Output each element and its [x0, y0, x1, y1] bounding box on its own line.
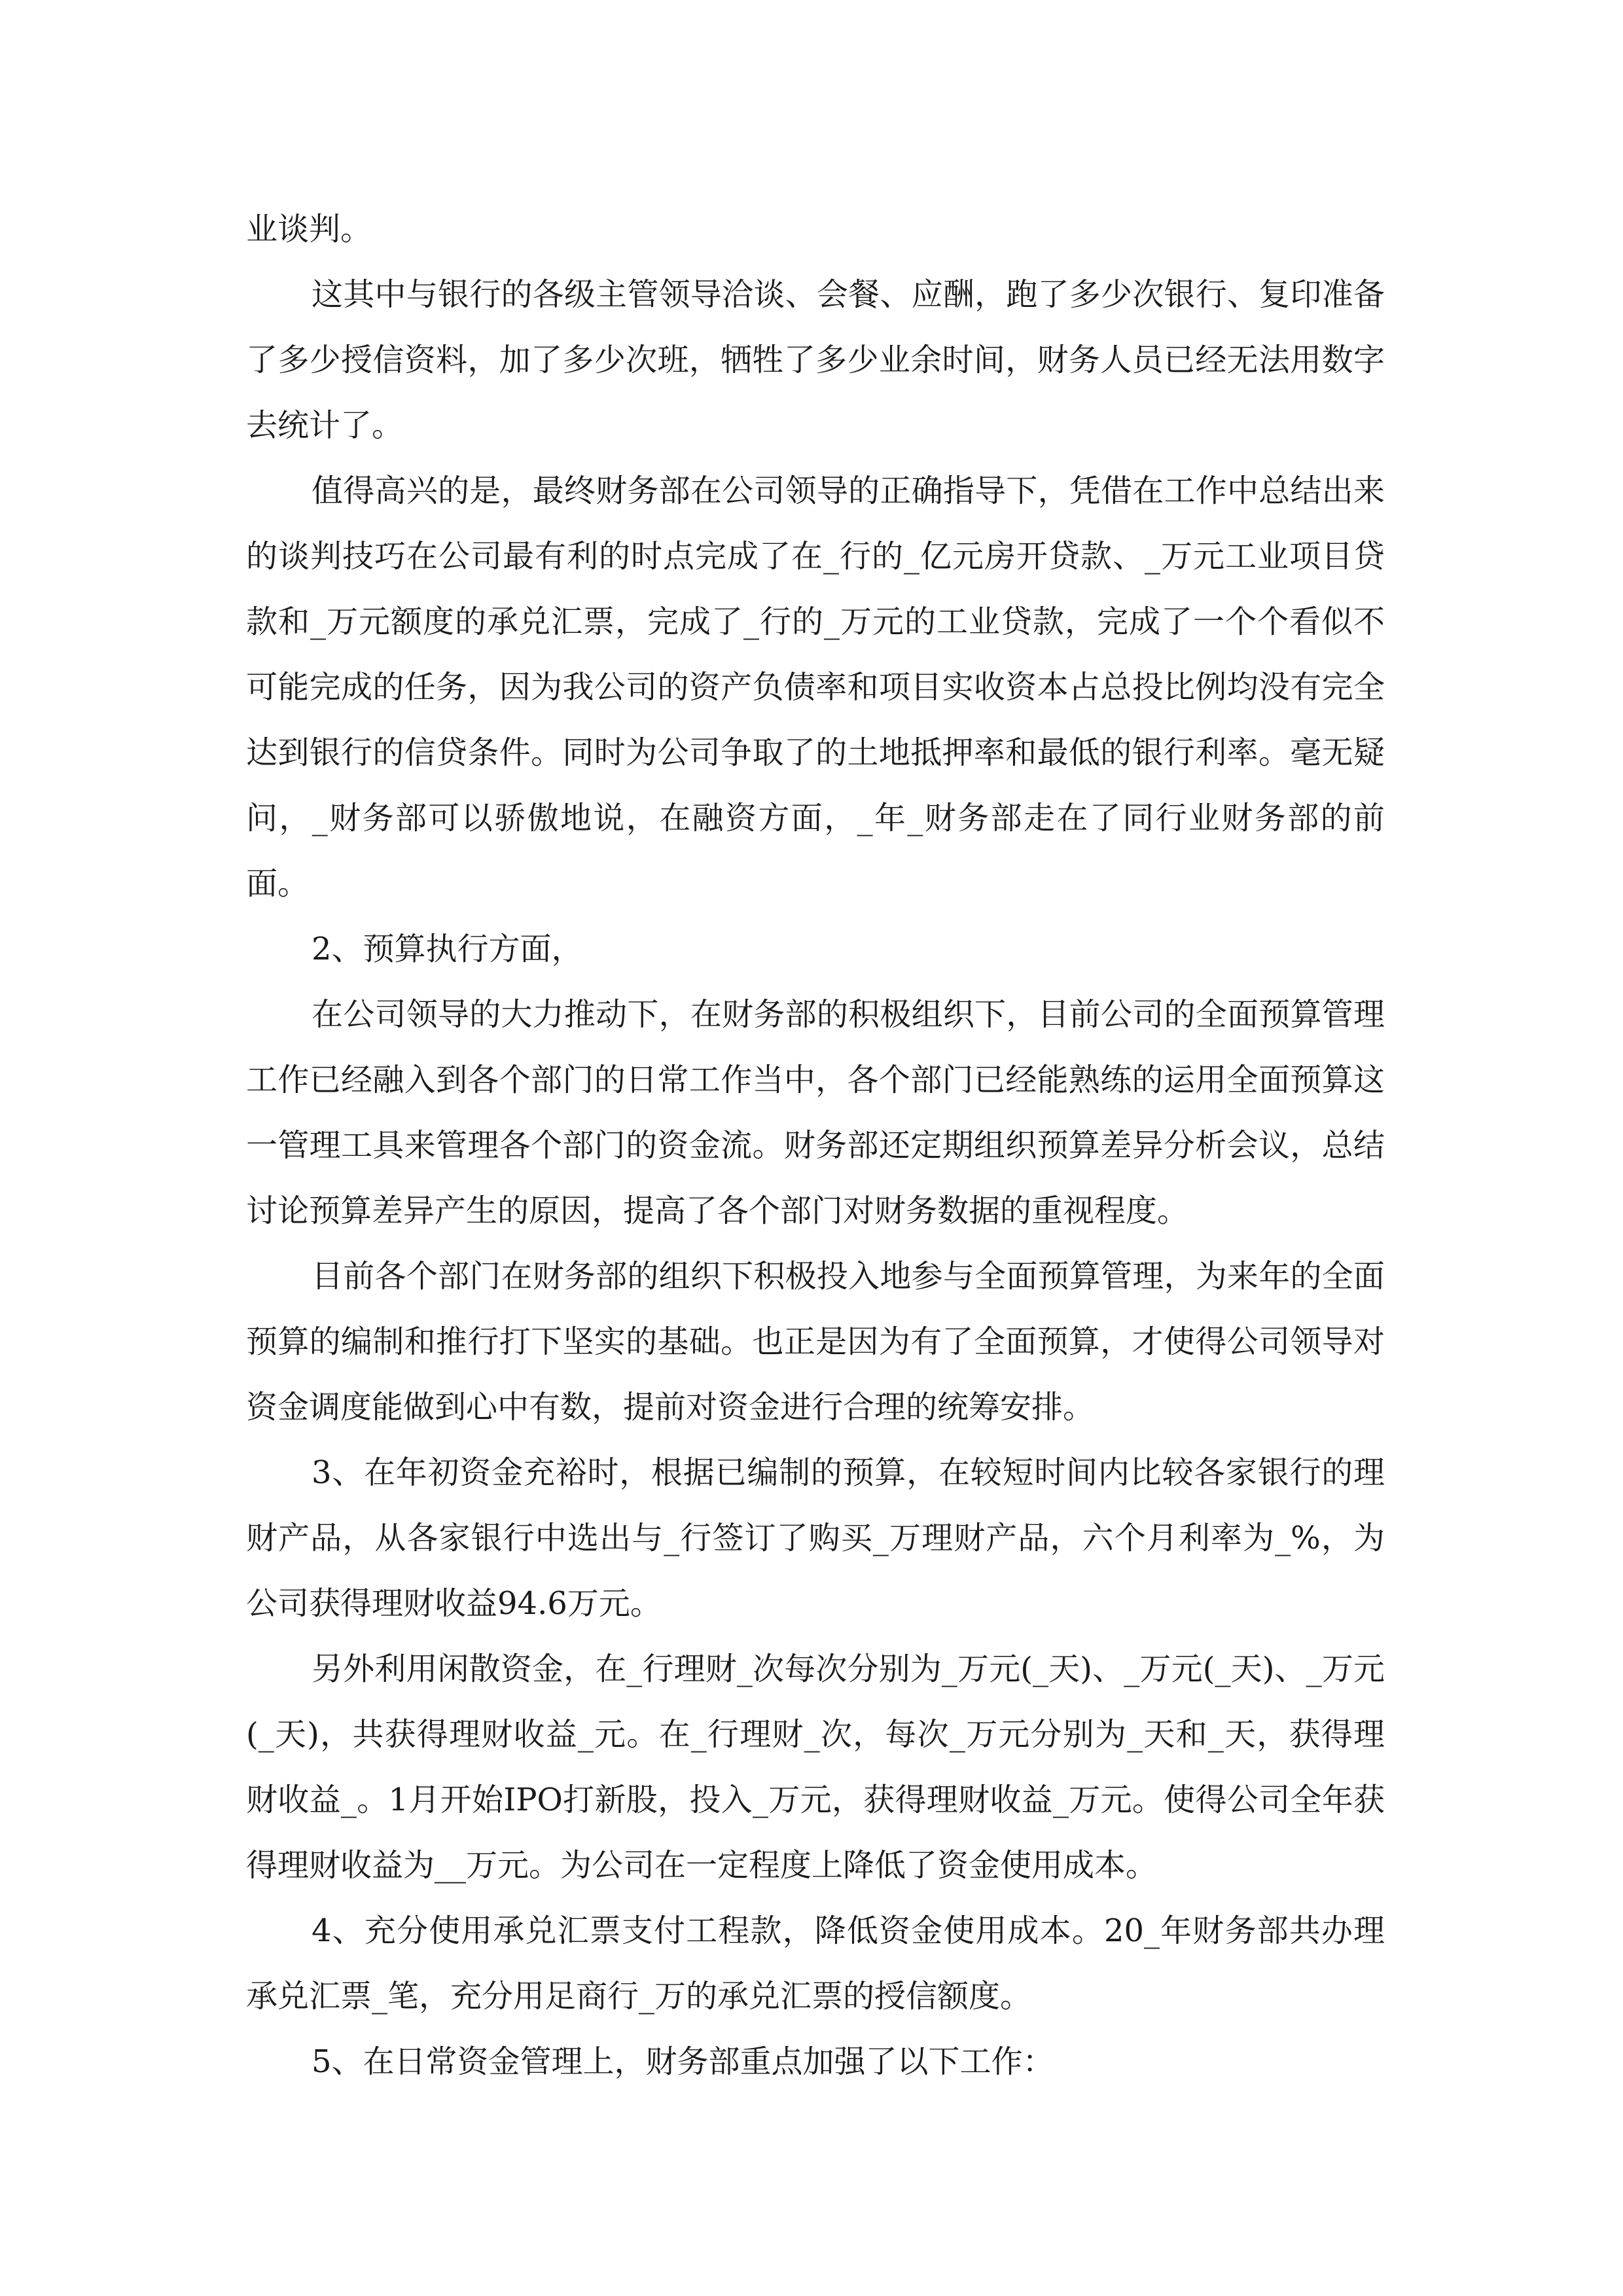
paragraph-idle-funds: 另外利用闲散资金，在_行理财_次每次分别为_万元(_天)、_万元(_天)、_万元(_天)，共获得理财收益_元。在_行理财_次，每次_万元分别为_天和_天，获得理财收益_。1月开始IPO打新股，投入_万元，获得理财收益_万元。使得公司全年获得理财收益为__万元。为公司在一定程度上降低了资金使用成本。 [246, 1651, 1385, 1884]
paragraph-budget-participation: 目前各个部门在财务部的组织下积极投入地参与全面预算管理，为来年的全面预算的编制和推行打下坚实的基础。也正是因为有了全面预算，才使得公司领导对资金调度能做到心中有数，提前对资金进行合理的统筹安排。 [246, 1258, 1385, 1426]
document-body [246, 196, 1385, 2094]
section-heading-budget: 2、预算执行方面， [312, 931, 583, 967]
paragraph-wealth-products: 3、在年初资金充裕时，根据已编制的预算，在较短时间内比较各家银行的理财产品，从各家银行中选出与_行签订了购买_万理财产品，六个月利率为_%，为公司获得理财收益94.6万元。 [246, 1454, 1385, 1622]
paragraph-bank-negotiation: 这其中与银行的各级主管领导洽谈、会餐、应酬，跑了多少次银行、复印准备了多少授信资料，加了多少次班，牺牲了多少业余时间，财务人员已经无法用数字去统计了。 [246, 276, 1385, 444]
paragraph-continuation: 业谈判。 [246, 211, 372, 247]
paragraph-daily-cash-management: 5、在日常资金管理上，财务部重点加强了以下工作： [312, 2043, 1054, 2080]
paragraph-financing-result: 值得高兴的是，最终财务部在公司领导的正确指导下，凭借在工作中总结出来的谈判技巧在公司最有利的时点完成了在_行的_亿元房开贷款、_万元工业项目贷款和_万元额度的承兑汇票，完成了_行的_万元的工业贷款，完成了一个个看似不可能完成的任务，因为我公司的资产负债率和项目实收资本占总投比例均没有完全达到银行的信贷条件。同时为公司争取了的土地抵押率和最低的银行利率。毫无疑问，_财务部可以骄傲地说，在融资方面，_年_财务部走在了同行业财务部的前面。 [246, 473, 1385, 902]
paragraph-acceptance-bills: 4、充分使用承兑汇票支付工程款，降低资金使用成本。20_年财务部共办理承兑汇票_笔，充分用足商行_万的承兑汇票的授信额度。 [246, 1912, 1385, 2015]
paragraph-budget-management: 在公司领导的大力推动下，在财务部的积极组织下，目前公司的全面预算管理工作已经融入到各个部门的日常工作当中，各个部门已经能熟练的运用全面预算这一管理工具来管理各个部门的资金流。财务部还定期组织预算差异分析会议，总结讨论预算差异产生的原因，提高了各个部门对财务数据的重视程度。 [246, 996, 1385, 1229]
